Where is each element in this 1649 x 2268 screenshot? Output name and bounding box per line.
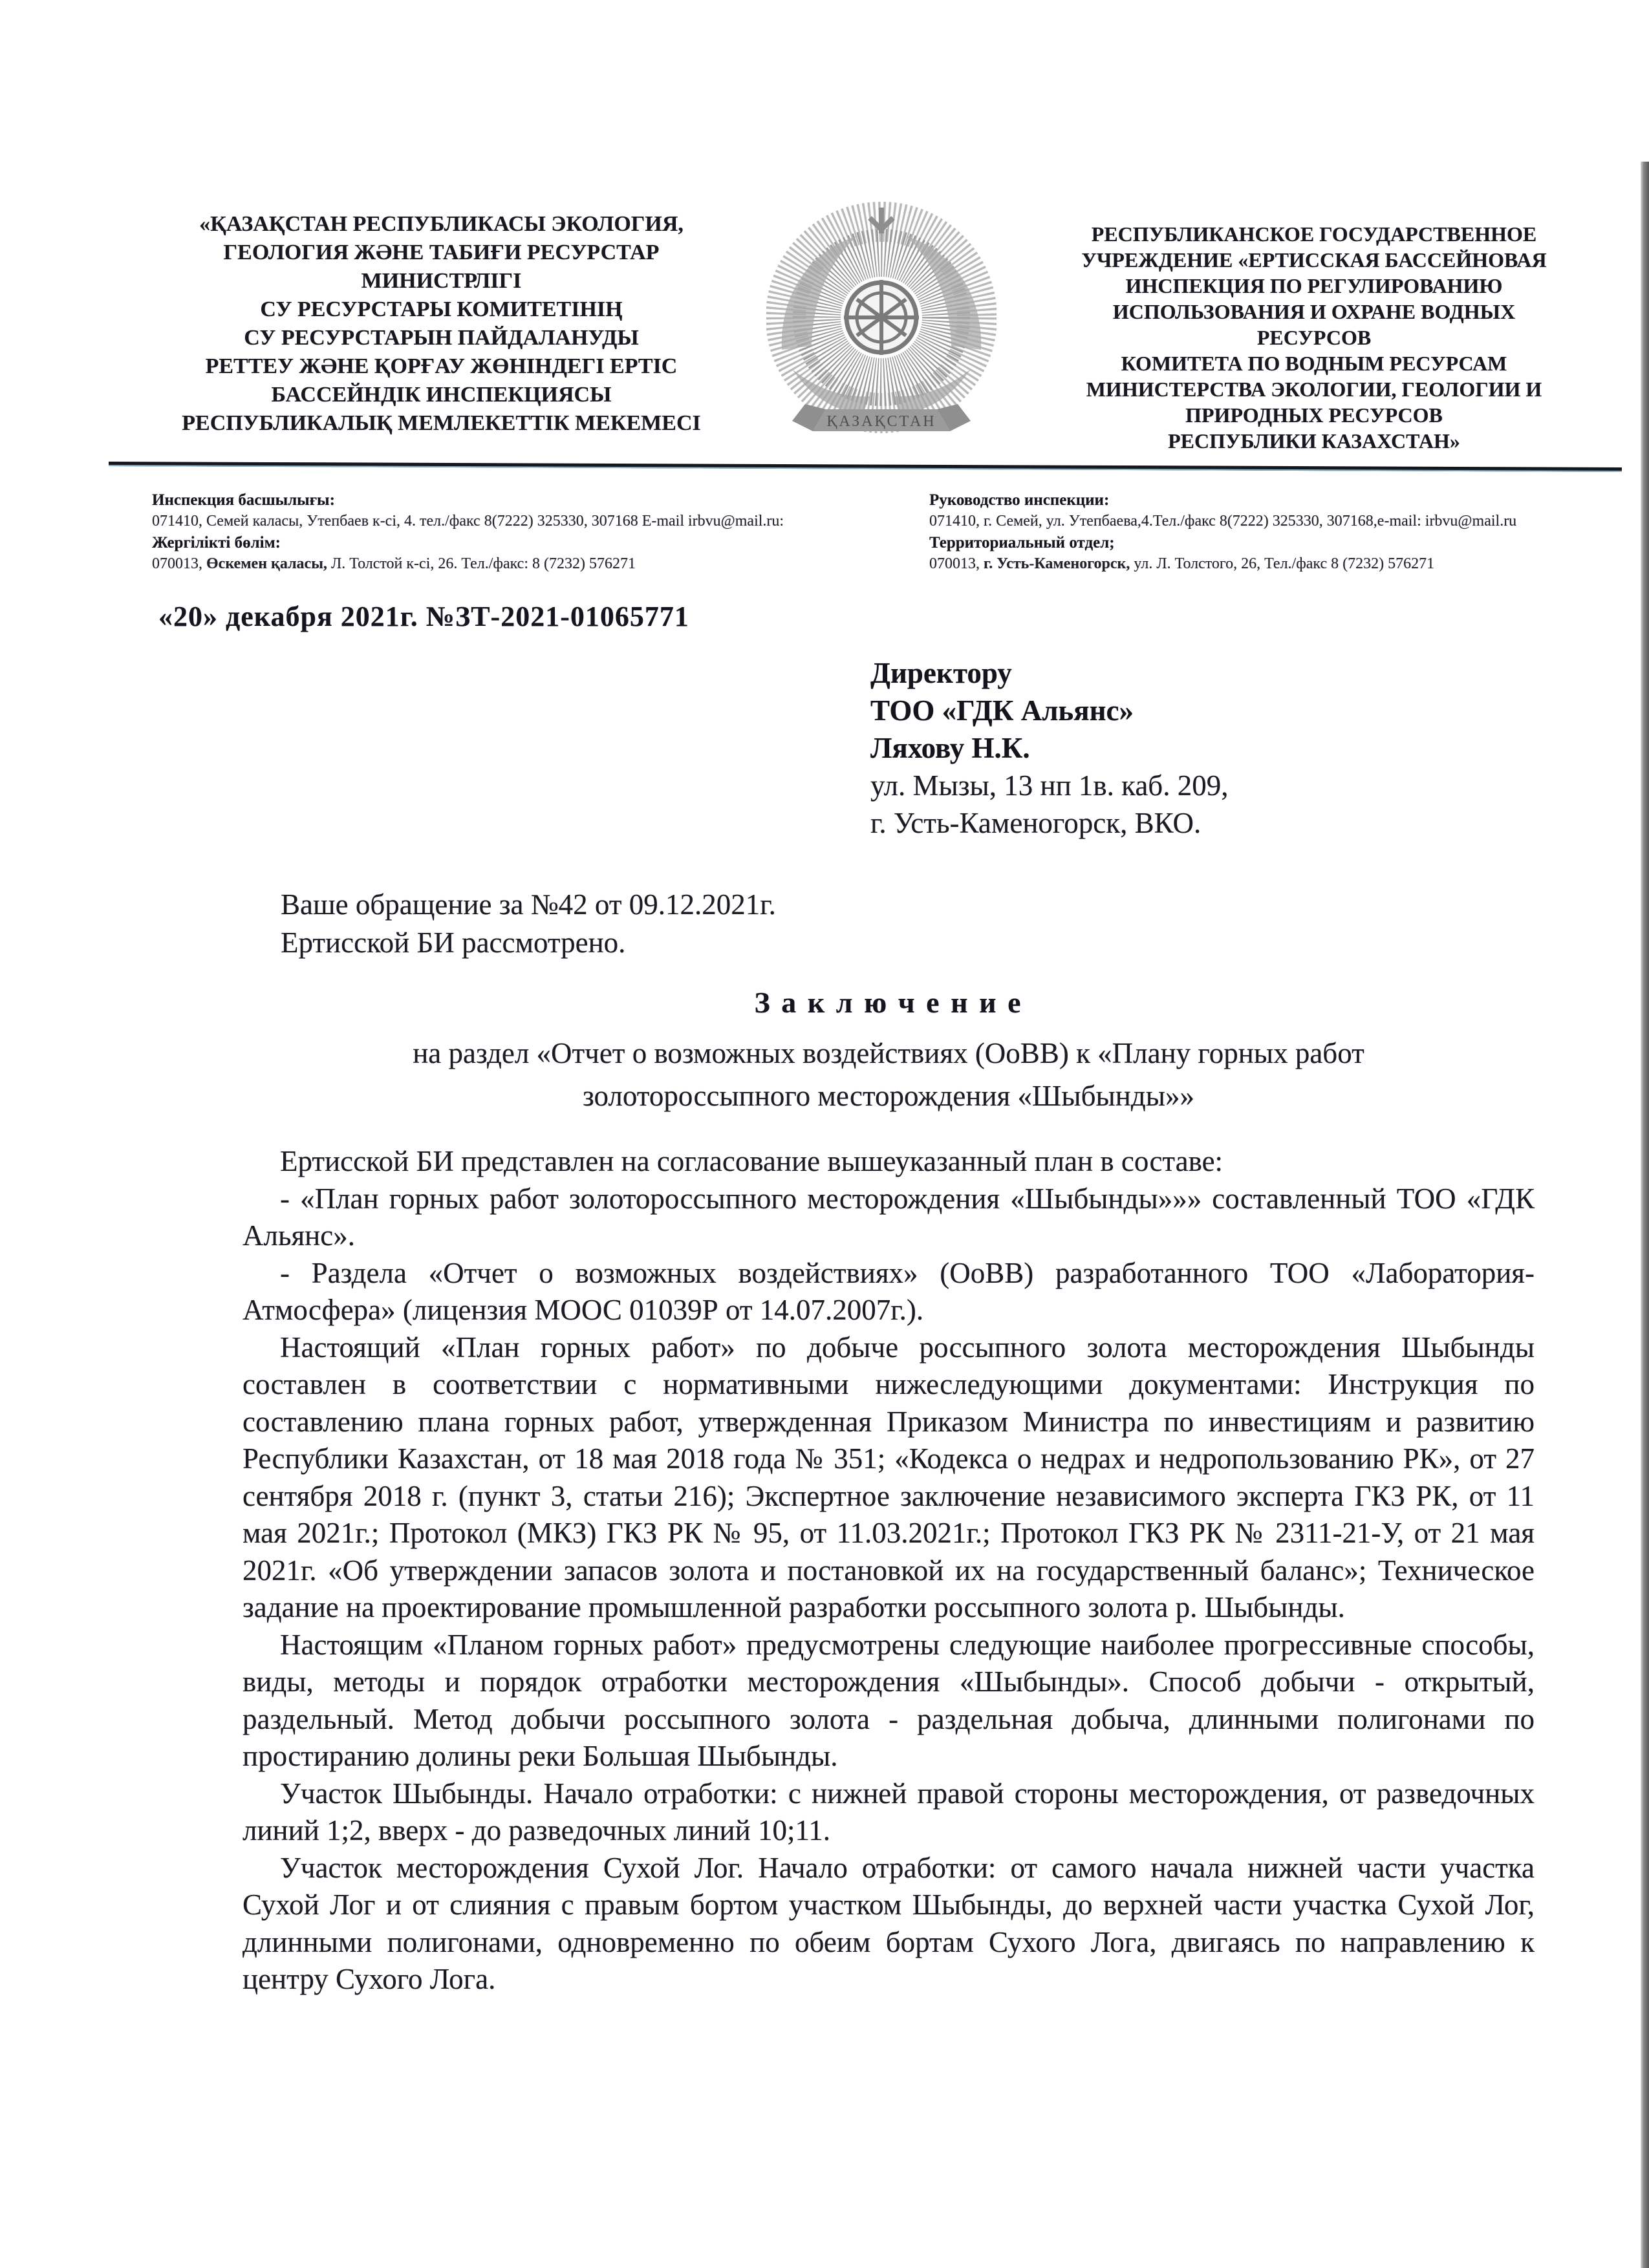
contacts-right-address-2: 070013, г. Усть-Каменогорск, ул. Л. Толстого, 26, Тел./факс 8 (7232) 576271 xyxy=(929,555,1435,572)
contacts-right-city: г. Усть-Каменогорск, xyxy=(984,555,1130,572)
body-paragraph: Ертисской БИ представлен на согласование вышеуказанный план в составе: xyxy=(280,1145,1223,1177)
org-name-line: СУ РЕСУРСТАРЫН ПАЙДАЛАНУДЫ xyxy=(244,326,639,350)
org-name-line: РЕСПУБЛИКАНСКОЕ ГОСУДАРСТВЕННОЕ xyxy=(1091,222,1537,246)
scan-edge-artifact xyxy=(1641,162,1649,2268)
org-name-line: ГЕОЛОГИЯ ЖӘНЕ ТАБИҒИ РЕСУРСТАР xyxy=(223,241,660,264)
letter-date-number: «20» декабря 2021г. №ЗТ-2021-01065771 xyxy=(158,601,689,632)
contacts-kazakh-block xyxy=(152,489,902,575)
addressee-name-lines xyxy=(870,654,1228,767)
kazakhstan-emblem-icon xyxy=(766,196,997,453)
org-name-line: РЕСПУБЛИКИ КАЗАХСТАН» xyxy=(1168,429,1460,453)
addressee-address-line: ул. Мызы, 13 нп 1в. каб. 209, xyxy=(870,769,1229,802)
org-name-russian xyxy=(1010,221,1618,454)
org-name-line: УЧРЕЖДЕНИЕ «ЕРТИССКАЯ БАССЕЙНОВАЯ xyxy=(1081,248,1547,272)
letterhead-divider-rule xyxy=(109,462,1622,472)
org-name-line: РЕСУРСОВ xyxy=(1256,326,1372,349)
body-paragraph: Настоящий «План горных работ» по добыче россыпного золота месторождения Шыбынды составлен в соответствии с нормативными нижеследующими документами: Инструкция по составлению плана горных работ, утвержденная Приказом Министра по инвестициям и развитию Республики Казахстан, от 18 мая 2018 года № 351; «Кодекса о недрах и недропользованию РК», от 27 сентября 2018 г. (пункт 3, статьи 216); Экспертное заключение независимого эксперта ГКЗ РК, от 11 мая 2021г.; Протокол (МКЗ) ГКЗ РК № 95, от 11.03.2021г.; Протокол ГКЗ РК № 2311-21-У, от 21 мая 2021г. «Об утверждении запасов золота и постановкой их на государственный баланс»; Техническое задание на проектирование промышленной разработки россыпного золота р. Шыбынды. xyxy=(242,1331,1535,1623)
conclusion-subtitle-line: на раздел «Отчет о возможных воздействиях (ОоВВ) к «Плану горных работ xyxy=(413,1037,1364,1069)
intro-line: Ваше обращение за №42 от 09.12.2021г. xyxy=(281,888,776,921)
contacts-left-heading-1: Инспекция басшылығы: xyxy=(152,491,335,509)
contacts-right-heading-2: Территориальный отдел; xyxy=(929,534,1115,551)
contacts-left-address-2: 070013, Өскемен қаласы, Л. Толстой к-сі, 26. Тел./факс: 8 (7232) 576271 xyxy=(152,555,636,572)
org-name-line: МИНИСТРЛІГІ xyxy=(361,269,522,293)
contacts-left-city: Өскемен қаласы, xyxy=(206,555,327,572)
body-paragraph: - Раздела «Отчет о возможных воздействиях» (ОоВВ) разработанного ТОО «Лаборатория-Атмосфера» (лицензия МООС 01039Р от 14.07.2007г.). xyxy=(242,1256,1535,1326)
addressee-address-lines xyxy=(870,767,1228,842)
body-paragraph: Участок Шыбынды. Начало отработки: с нижней правой стороны месторождения, от разведочных линий 1;2, вверх - до разведочных линий 10;11. xyxy=(242,1777,1535,1846)
body-paragraph: - «План горных работ золотороссыпного месторождения «Шыбынды»»» составленный ТОО «ГДК Альянс». xyxy=(242,1182,1535,1252)
letter-body xyxy=(242,1143,1535,1998)
addressee-name-line: ТОО «ГДК Альянс» xyxy=(870,694,1134,727)
addressee-address-line: г. Усть-Каменогорск, ВКО. xyxy=(870,807,1202,839)
org-name-line: ИСПОЛЬЗОВАНИЯ И ОХРАНЕ ВОДНЫХ xyxy=(1112,300,1516,323)
emblem-caption: ҚАЗАҚСТАН xyxy=(826,413,936,430)
conclusion-subtitle-line: золотороссыпного месторождения «Шыбынды»» xyxy=(583,1080,1194,1112)
addressee-name-line: Директору xyxy=(870,657,1012,689)
contacts-right-address-1: 071410, г. Семей, ул. Утепбаева,4.Тел./факс 8(7222) 325330, 307168,e-mail: irbvu@mail.ru xyxy=(929,513,1517,530)
org-name-line: «ҚАЗАҚСТАН РЕСПУБЛИКАСЫ ЭКОЛОГИЯ, xyxy=(199,212,684,236)
contacts-russian-block xyxy=(929,489,1621,575)
org-name-line: КОМИТЕТА ПО ВОДНЫМ РЕСУРСАМ xyxy=(1121,352,1507,375)
org-name-line: МИНИСТЕРСТВА ЭКОЛОГИИ, ГЕОЛОГИИ И xyxy=(1086,378,1542,401)
contacts-left-address-1: 071410, Семей каласы, Утепбаев к-сі, 4. тел./факс 8(7222) 325330, 307168 E-mail irbvu@mail.ru: xyxy=(152,513,784,530)
org-name-line: РЕТТЕУ ЖӘНЕ ҚОРҒАУ ЖӨНІНДЕГІ ЕРТІС xyxy=(205,354,678,378)
body-paragraph: Участок месторождения Сухой Лог. Начало отработки: от самого начала нижней части участка Сухой Лог и от слияния с правым бортом участком Шыбынды, до верхней части участка Сухой Лог, длинными полигонами, одновременно по обеим бортам Сухого Лога, двигаясь по направлению к центру Сухого Лога. xyxy=(242,1851,1535,1995)
org-name-line: ИНСПЕКЦИЯ ПО РЕГУЛИРОВАНИЮ xyxy=(1125,274,1503,297)
intro-block xyxy=(281,886,776,962)
org-name-line: СУ РЕСУРСТАРЫ КОМИТЕТІНІҢ xyxy=(260,297,623,321)
org-name-line: ПРИРОДНЫХ РЕСУРСОВ xyxy=(1185,403,1443,427)
org-name-kazakh xyxy=(146,210,737,438)
org-name-line: БАССЕЙНДІК ИНСПЕКЦИЯСЫ xyxy=(271,383,612,407)
org-name-line: РЕСПУБЛИКАЛЫҚ МЕМЛЕКЕТТІК МЕКЕМЕСІ xyxy=(182,411,701,435)
intro-line: Ертисской БИ рассмотрено. xyxy=(281,926,626,959)
contacts-right-heading-1: Руководство инспекции: xyxy=(929,491,1110,509)
addressee-name-line: Ляхову Н.К. xyxy=(870,732,1030,764)
contacts-left-heading-2: Жергілікті бөлім: xyxy=(152,534,281,551)
conclusion-subtitle xyxy=(242,1032,1535,1117)
body-paragraph: Настоящим «Планом горных работ» предусмотрены следующие наиболее прогрессивные способы, виды, методы и порядок отработки месторождения «Шыбынды». Способ добычи - открытый, раздельный. Метод добычи россыпного золота - раздельная добыча, длинными полигонами по простиранию долины реки Большая Шыбынды. xyxy=(242,1628,1535,1772)
conclusion-title: З а к л ю ч е н и е xyxy=(754,986,1023,1019)
addressee-block xyxy=(870,654,1228,842)
